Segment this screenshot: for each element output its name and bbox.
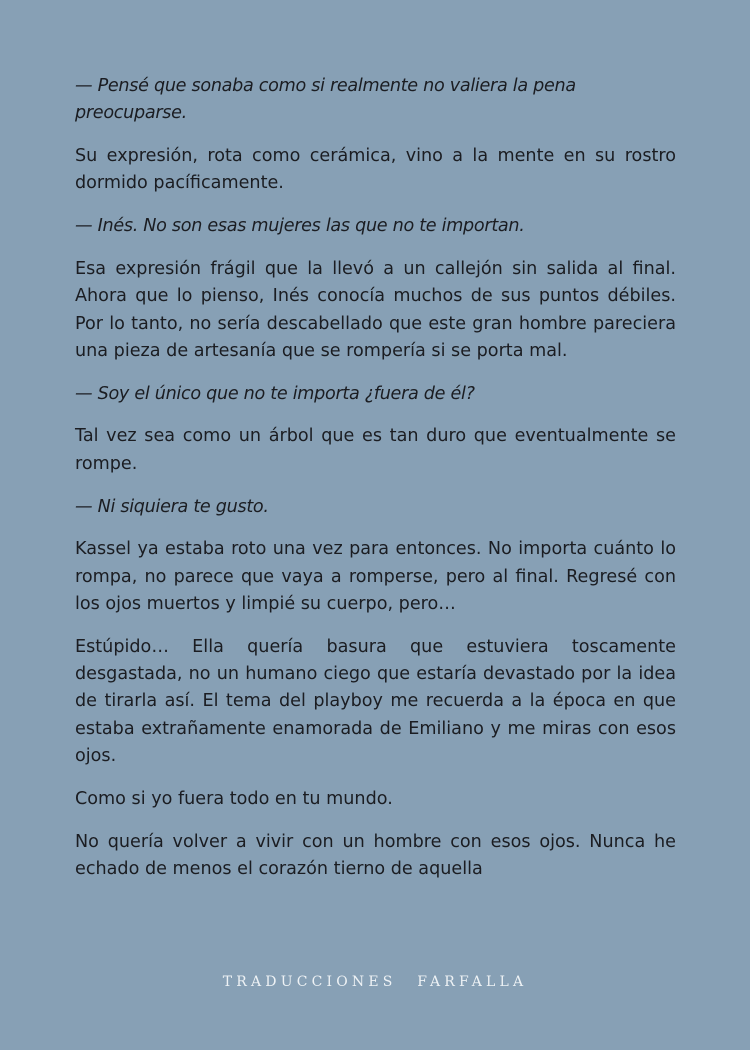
- narration-paragraph: Kassel ya estaba roto una vez para entonces. No importa cuánto lo rompa, no parece que vaya a romperse, pero al final. Regresé con los ojos muertos y limpié su cuerpo, pero…: [75, 539, 676, 614]
- narration-paragraph: Su expresión, rota como cerámica, vino a la mente en su rostro dormido pacíficamente.: [75, 146, 676, 194]
- footer-left: TRADUCCIONES: [222, 974, 397, 990]
- narration-paragraph: Como si yo fuera todo en tu mundo.: [75, 788, 393, 809]
- narration-paragraph: Estúpido… Ella quería basura que estuviera toscamente desgastada, no un humano ciego que estaría devastado por la idea de tirarla así. El tema del playboy me recuerda a la época en que estaba extrañamente enamorada de Emiliano y me miras con esos ojos.: [75, 636, 676, 766]
- narration-paragraph: No quería volver a vivir con un hombre con esos ojos. Nunca he echado de menos el corazón tierno de aquella: [75, 831, 676, 879]
- footer-right: FARFALLA: [417, 974, 528, 990]
- dialogue-paragraph: — Pensé que sonaba como si realmente no valiera la pena preocuparse.: [75, 76, 576, 124]
- dialogue-paragraph: — Inés. No son esas mujeres las que no te importan.: [75, 216, 525, 237]
- page-footer: [0, 974, 750, 990]
- narration-paragraph: Tal vez sea como un árbol que es tan duro que eventualmente se rompe.: [75, 426, 676, 474]
- page-body: [75, 73, 676, 899]
- dialogue-paragraph: — Ni siquiera te gusto.: [75, 496, 269, 517]
- narration-paragraph: Esa expresión frágil que la llevó a un callejón sin salida al final. Ahora que lo pienso, Inés conocía muchos de sus puntos débiles. Por lo tanto, no sería descabellado que este gran hombre pareciera una pieza de artesanía que se rompería si se porta mal.: [75, 258, 676, 361]
- dialogue-paragraph: — Soy el único que no te importa ¿fuera de él?: [75, 383, 475, 404]
